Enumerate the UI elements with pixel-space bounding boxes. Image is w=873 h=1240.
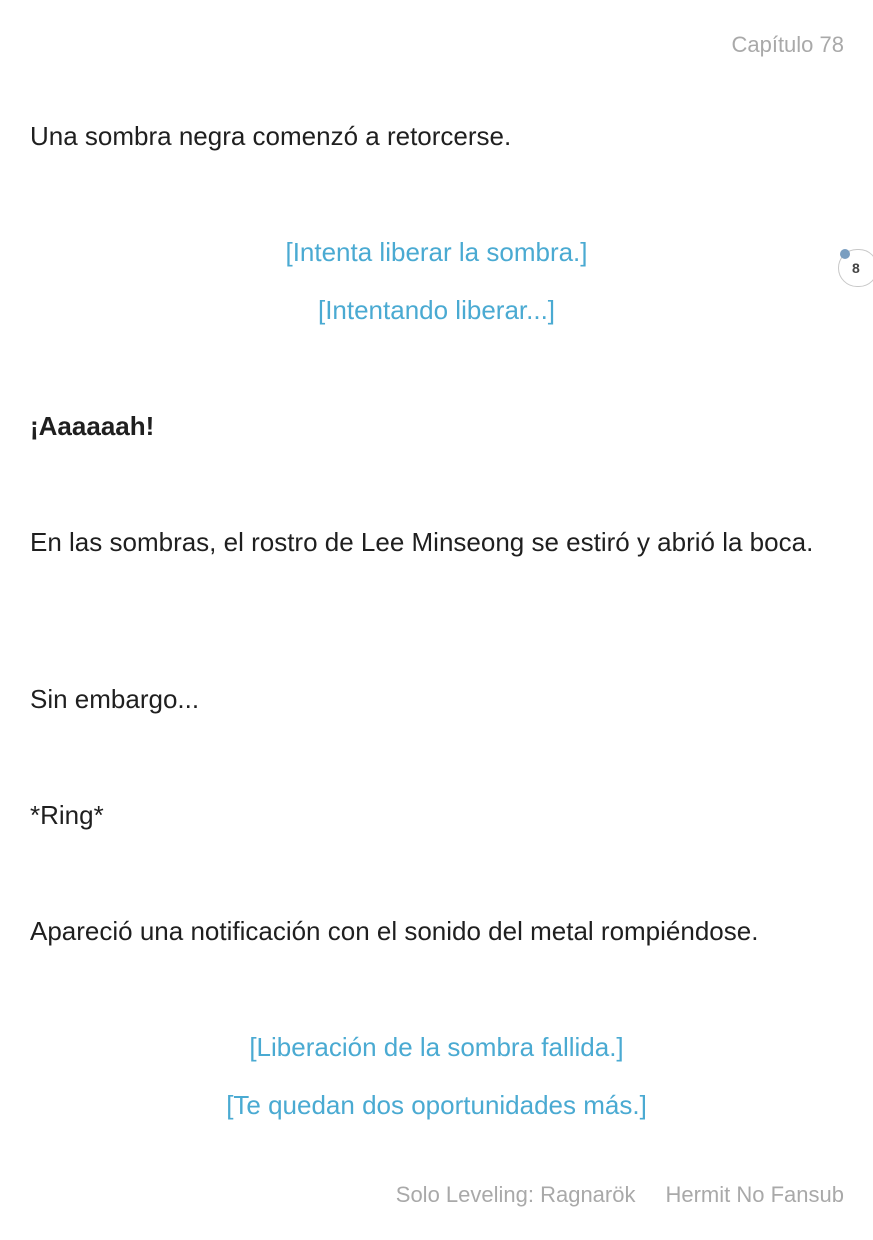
paragraph-face-stretched: En las sombras, el rostro de Lee Minseong se estiró y abrió la boca. <box>30 527 814 557</box>
paragraph-ring: *Ring* <box>30 800 104 830</box>
system-message-releasing: [Intentando liberar...] <box>317 295 556 325</box>
paragraph-notification: Apareció una notificación con el sonido del metal rompiéndose. <box>30 916 759 946</box>
page-marker-dot-icon <box>840 249 850 259</box>
system-message-release-failed: [Liberación de la sombra fallida.] <box>249 1032 624 1062</box>
page-indicator[interactable] <box>838 249 873 287</box>
page-number: 8 <box>852 260 860 276</box>
paragraph-scream: ¡Aaaaaah! <box>30 411 155 441</box>
footer-book-title: Solo Leveling: Ragnarök <box>395 1182 636 1207</box>
footer-translator: Hermit No Fansub <box>665 1182 844 1207</box>
chapter-label: Capítulo 78 <box>731 32 844 57</box>
system-message-release-attempt: [Intenta liberar la sombra.] <box>285 237 588 267</box>
paragraph-shadow-writhing: Una sombra negra comenzó a retorcerse. <box>30 121 512 151</box>
page-footer <box>396 1181 844 1209</box>
system-message-chances-left: [Te quedan dos oportunidades más.] <box>226 1090 647 1120</box>
paragraph-however: Sin embargo... <box>30 684 200 714</box>
